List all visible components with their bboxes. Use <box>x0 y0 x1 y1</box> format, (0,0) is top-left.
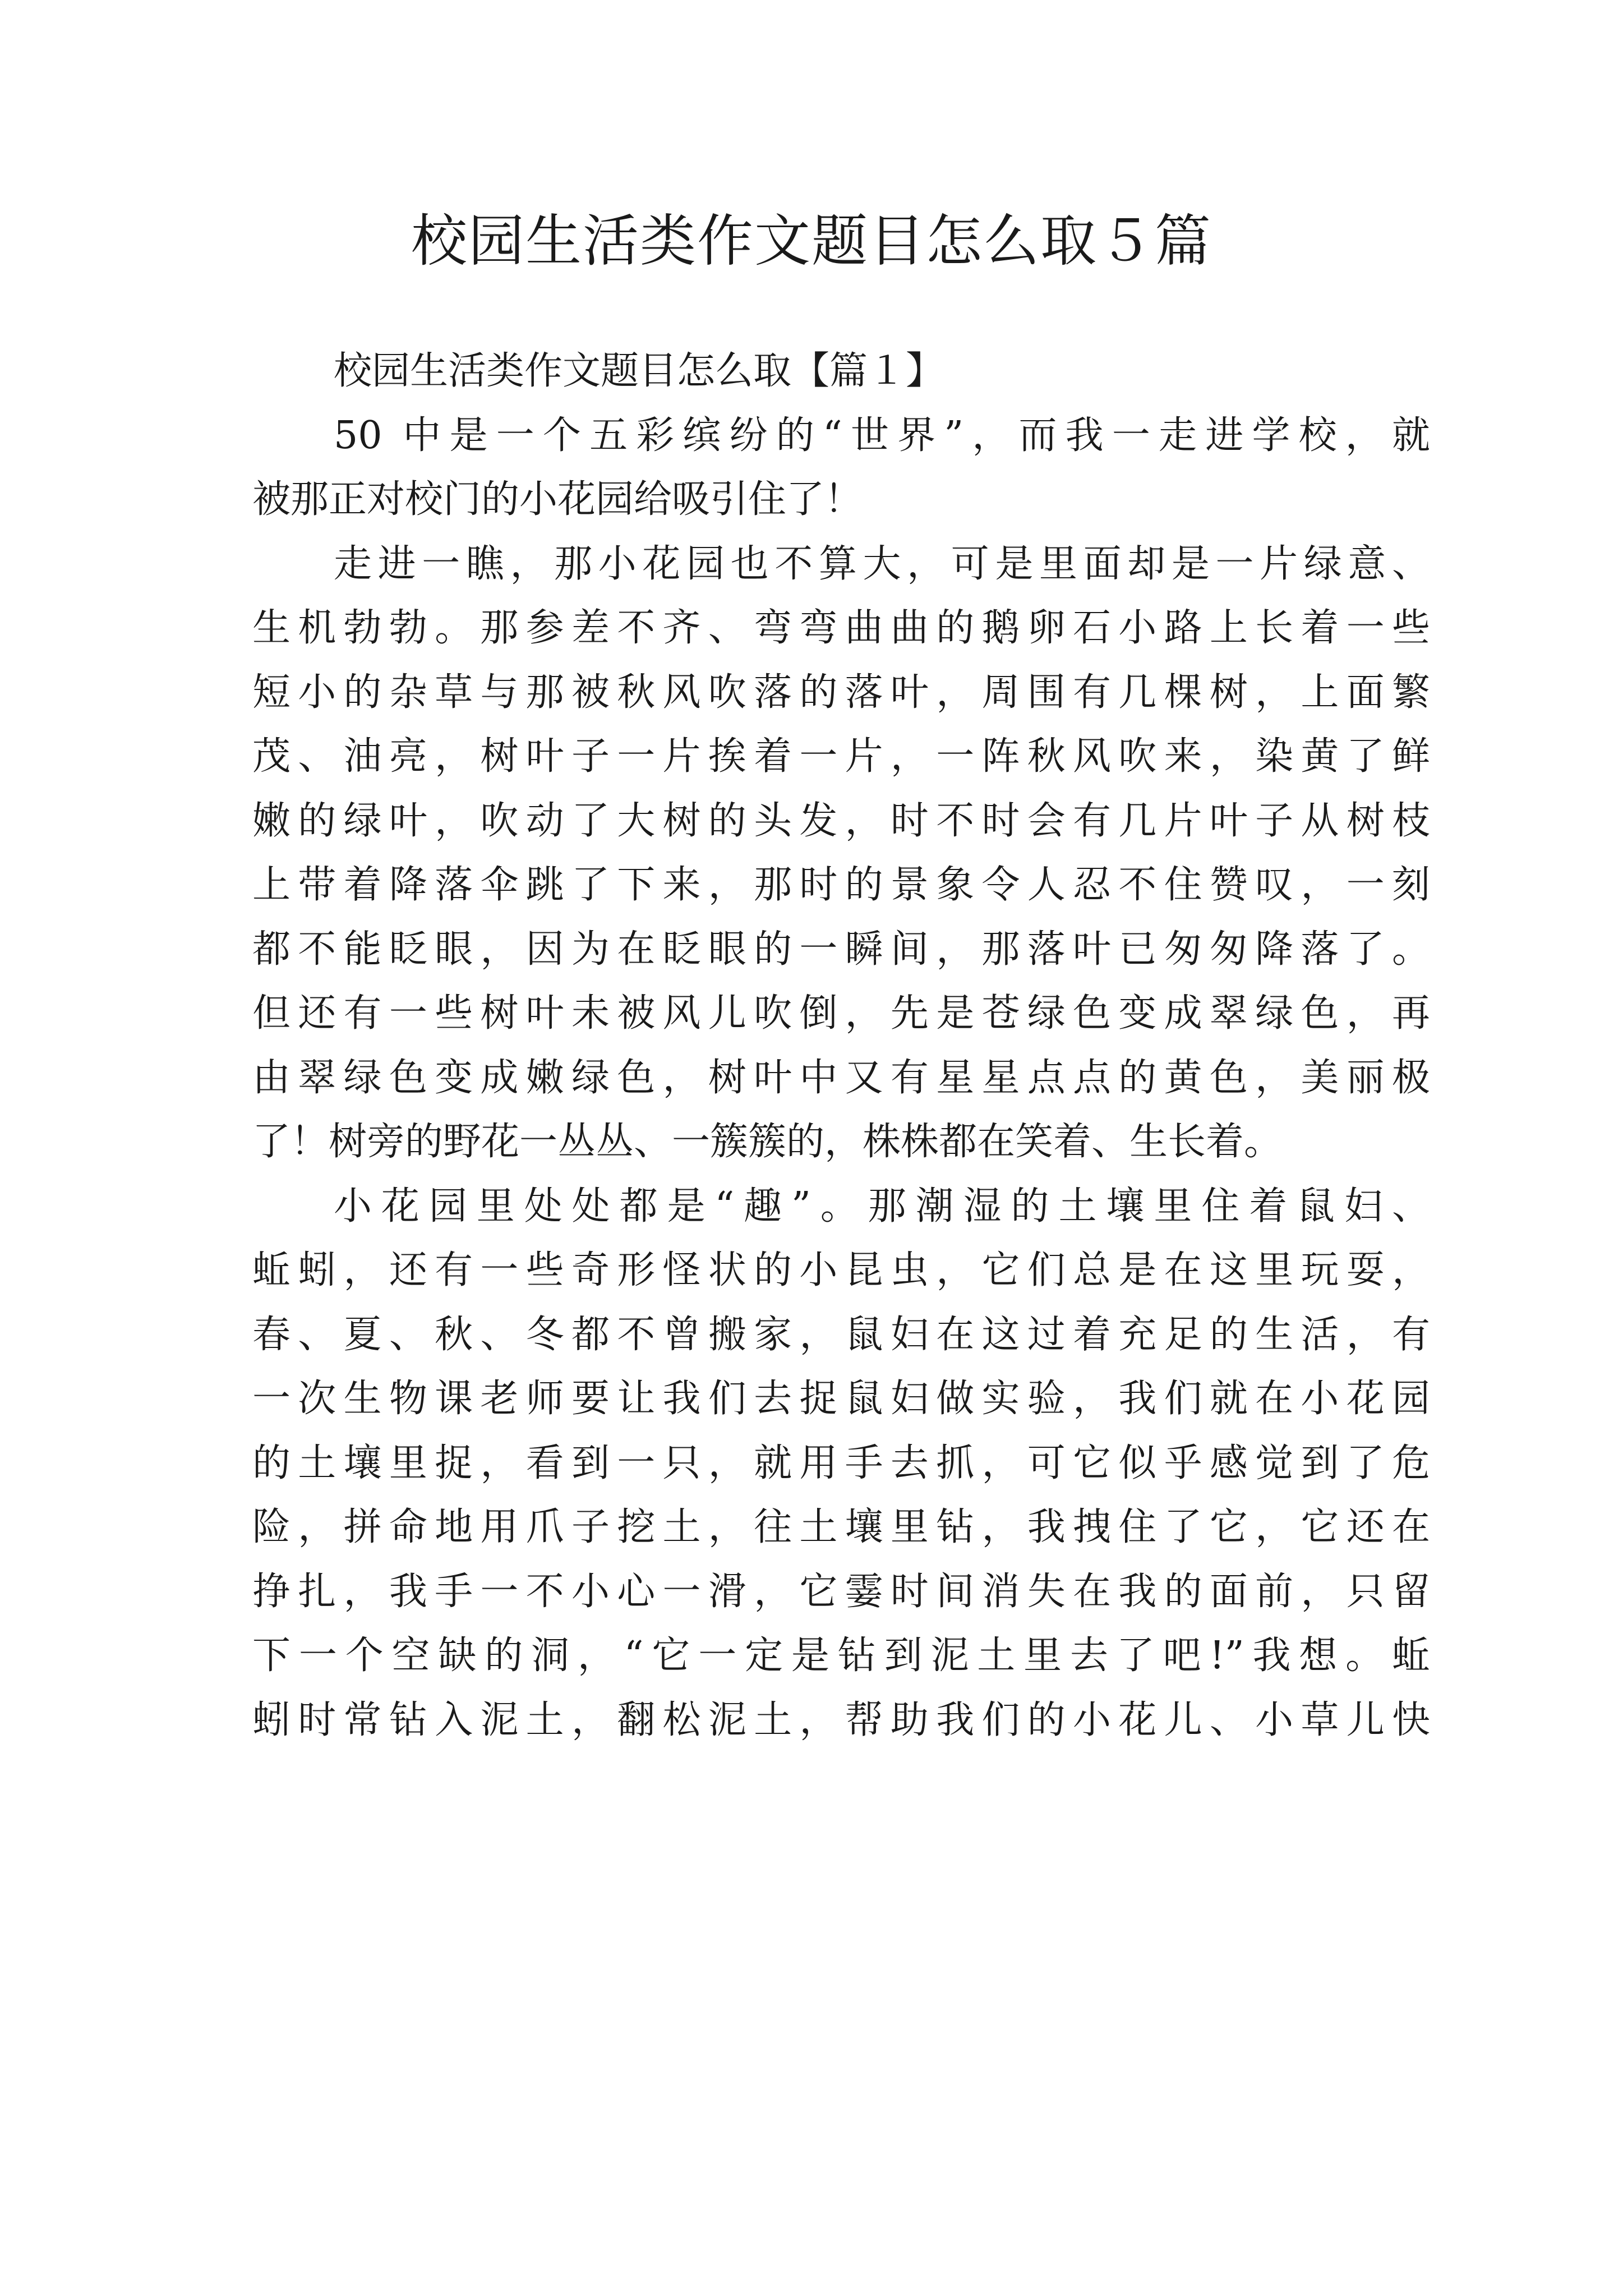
paragraph-line: 一次生物课老师要让我们去捉鼠妇做实验，我们就在小花园 <box>252 1377 1430 1421</box>
paragraph-line: 蚓时常钻入泥土，翻松泥土，帮助我们的小花儿、小草儿快 <box>252 1697 1430 1742</box>
paragraph-line: 嫩的绿叶，吹动了大树的头发，时不时会有几片叶子从树枝 <box>252 798 1430 843</box>
paragraph-line: 上带着降落伞跳了下来，那时的景象令人忍不住赞叹，一刻 <box>252 863 1430 907</box>
paragraph-line: 小花园里处处都是“趣”。那潮湿的土壤里住着鼠妇、 <box>334 1184 1430 1228</box>
paragraph-line: 下一个空缺的洞，“它一定是钻到泥土里去了吧!”我想。蚯 <box>252 1634 1430 1678</box>
paragraph-line: 由翠绿色变成嫩绿色，树叶中又有星星点点的黄色，美丽极 <box>252 1055 1430 1100</box>
document-body <box>252 339 1430 1752</box>
paragraph-line: 被那正对校门的小花园给吸引住了！ <box>252 477 863 522</box>
paragraph-line: 春、夏、秋、冬都不曾搬家，鼠妇在这过着充足的生活，有 <box>252 1312 1430 1357</box>
paragraph-line: 挣扎，我手一不小心一滑，它霎时间消失在我的面前，只留 <box>252 1569 1430 1614</box>
paragraph-line: 茂、油亮，树叶子一片挨着一片，一阵秋风吹来，染黄了鲜 <box>252 734 1430 779</box>
section-heading: 校园生活类作文题目怎么取【篇１】 <box>334 349 944 393</box>
paragraph-line: 蚯蚓，还有一些奇形怪状的小昆虫，它们总是在这里玩耍， <box>252 1248 1430 1292</box>
paragraph-line: 都不能眨眼，因为在眨眼的一瞬间，那落叶已匆匆降落了。 <box>252 927 1430 972</box>
paragraph-line: 险，拼命地用爪子挖土，往土壤里钻，我拽住了它，它还在 <box>252 1505 1430 1549</box>
paragraph-line: 走进一瞧，那小花园也不算大，可是里面却是一片绿意、 <box>334 541 1430 586</box>
document-title: 校园生活类作文题目怎么取５篇 <box>411 208 1212 274</box>
paragraph-line: 50 中是一个五彩缤纷的“世界”，而我一走进学校，就 <box>334 413 1430 458</box>
paragraph-line: 但还有一些树叶未被风儿吹倒，先是苍绿色变成翠绿色，再 <box>252 991 1430 1036</box>
paragraph-line: 短小的杂草与那被秋风吹落的落叶，周围有几棵树，上面繁 <box>252 670 1430 715</box>
paragraph-line: 了！树旁的野花一丛丛、一簇簇的，株株都在笑着、生长着。 <box>252 1120 1283 1164</box>
paragraph-line: 生机勃勃。那参差不齐、弯弯曲曲的鹅卵石小路上长着一些 <box>252 606 1430 650</box>
paragraph-line: 的土壤里捉，看到一只，就用手去抓，可它似乎感觉到了危 <box>252 1441 1430 1485</box>
